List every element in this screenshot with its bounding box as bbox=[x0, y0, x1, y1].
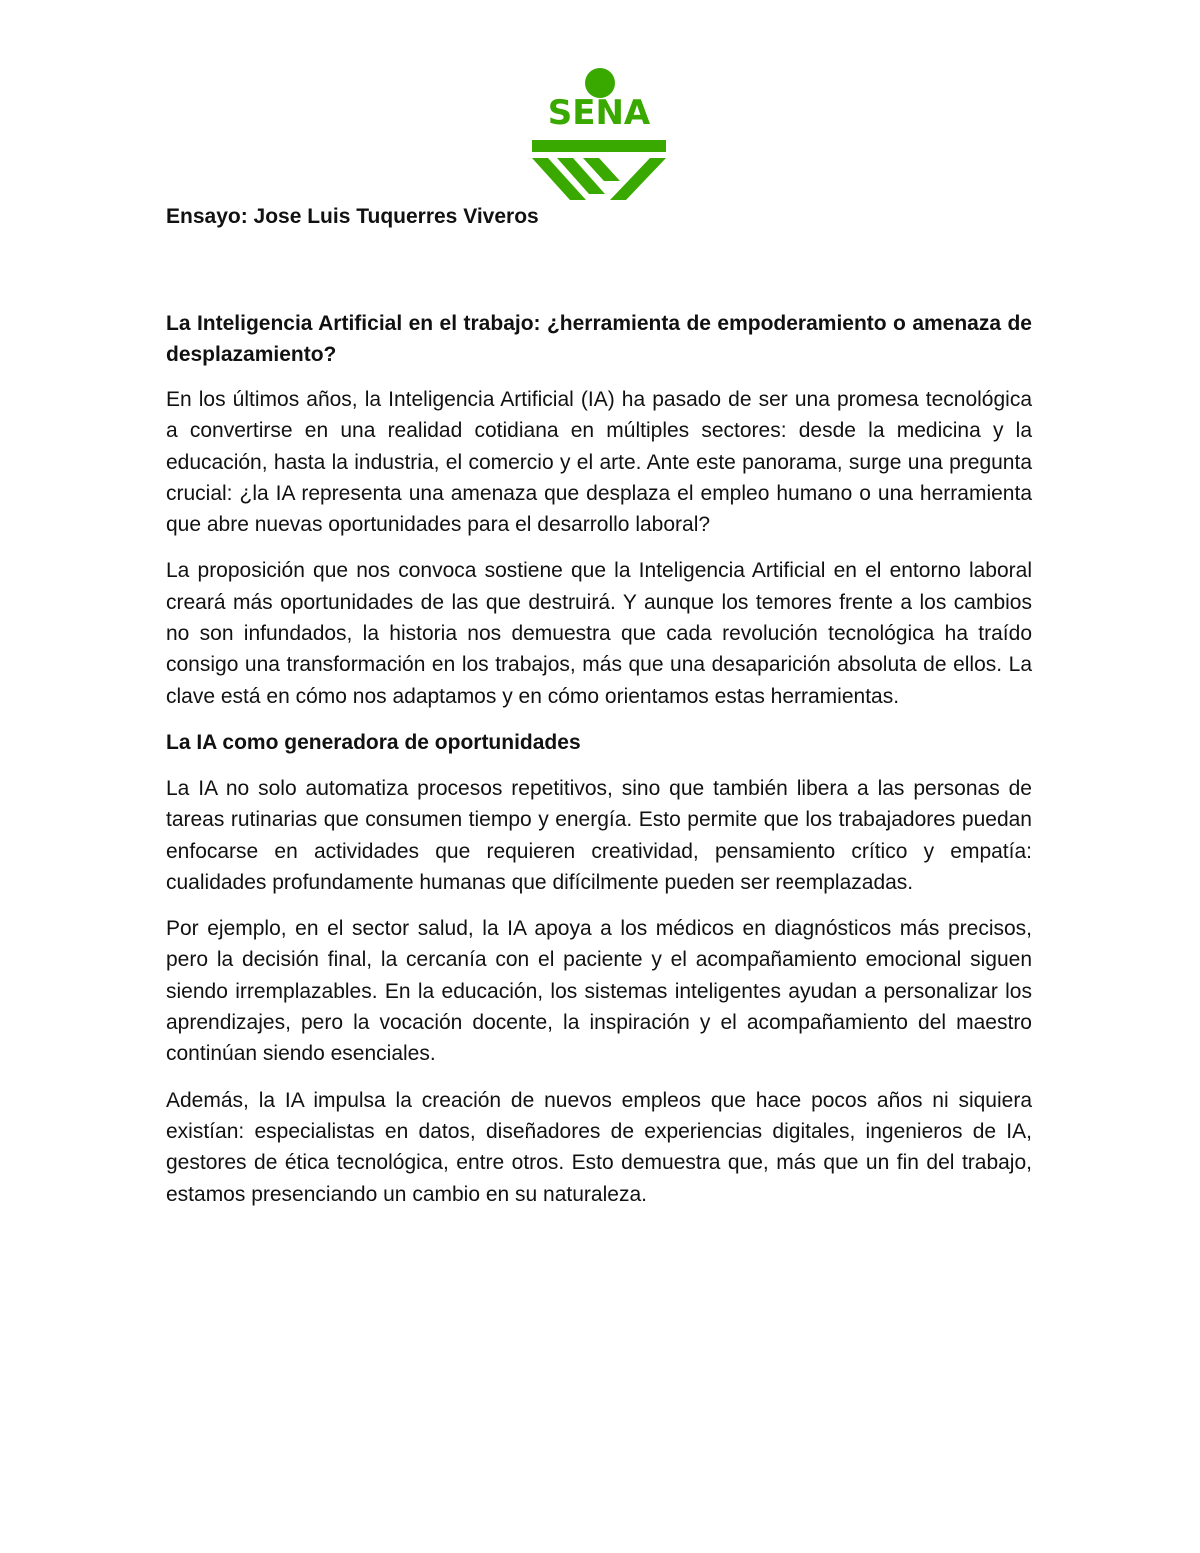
intro-paragraph-1: En los últimos años, la Inteligencia Artificial (IA) ha pasado de ser una promesa tecnológica a convertirse en una realidad cotidiana en múltiples sectores: desde la medicina y la educación, hasta la industria, el comercio y el arte. Ante este panorama, surge una pregunta crucial: ¿la IA representa una amenaza que desplaza el empleo humano o una herramienta que abre nuevas oportunidades para el desarrollo laboral? bbox=[166, 388, 1032, 537]
section-paragraph-2: Por ejemplo, en el sector salud, la IA apoya a los médicos en diagnósticos más precisos, pero la decisión final, la cercanía con el paciente y el acompañamiento emocional siguen siendo irremplazables. En la educación, los sistemas inteligentes ayudan a personalizar los aprendizajes, pero la vocación docente, la inspiración y el acompañamiento del maestro continúan siendo esenciales. bbox=[166, 917, 1032, 1066]
document-body bbox=[166, 202, 1032, 1225]
author-line: Ensayo: Jose Luis Tuquerres Viveros bbox=[166, 205, 539, 228]
section-paragraph-1: La IA no solo automatiza procesos repetitivos, sino que también libera a las personas de tareas rutinarias que consumen tiempo y energía. Esto permite que los trabajadores puedan enfocarse en actividades que requieren creatividad, pensamiento crítico y empatía: cualidades profundamente humanas que difícilmente pueden ser reemplazadas. bbox=[166, 776, 1032, 894]
section-heading: La IA como generadora de oportunidades bbox=[166, 730, 581, 754]
sena-logo-icon bbox=[528, 66, 670, 202]
sena-logo bbox=[528, 66, 670, 202]
essay-title: La Inteligencia Artificial en el trabajo: ¿herramienta de empoderamiento o amenaza de desplazamiento? bbox=[166, 312, 1032, 366]
logo-text: SENA bbox=[547, 93, 651, 133]
intro-paragraph-2: La proposición que nos convoca sostiene que la Inteligencia Artificial en el entorno laboral creará más oportunidades de las que destruirá. Y aunque los temores frente a los cambios no son infundados, la historia nos demuestra que cada revolución tecnológica ha traído consigo una transformación en los trabajos, más que una desaparición absoluta de ellos. La clave está en cómo nos adaptamos y en cómo orientamos estas herramientas. bbox=[166, 559, 1032, 708]
section-paragraph-3: Además, la IA impulsa la creación de nuevos empleos que hace pocos años ni siquiera existían: especialistas en datos, diseñadores de experiencias digitales, ingenieros de IA, gestores de ética tecnológica, entre otros. Esto demuestra que, más que un fin del trabajo, estamos presenciando un cambio en su naturaleza. bbox=[166, 1088, 1032, 1206]
